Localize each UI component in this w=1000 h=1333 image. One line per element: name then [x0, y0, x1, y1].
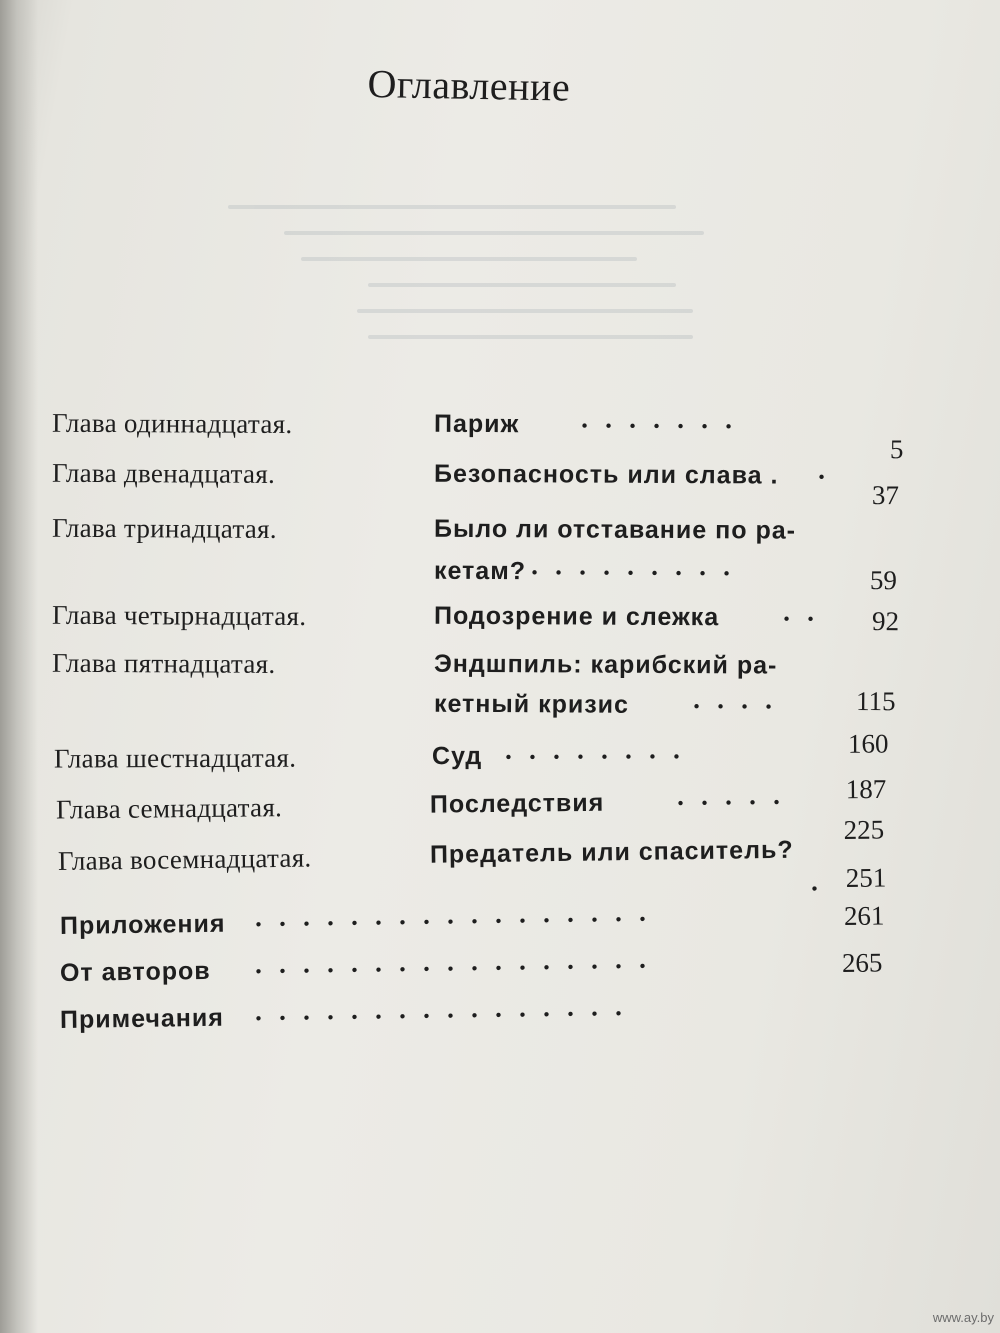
chapter-name: Париж: [433, 409, 520, 439]
toc-entry: [52, 513, 912, 552]
chapter-label: Глава пятнадцатая.: [51, 647, 276, 679]
dot-leader: ·················: [253, 903, 663, 940]
chapter-label: Глава четырнадцатая.: [51, 599, 307, 632]
page-number: 5: [889, 434, 904, 465]
section-name: Примечания: [59, 1003, 225, 1034]
dot-leader: ·: [816, 461, 842, 492]
toc-entry: [58, 947, 918, 993]
dot-leader: ·······: [579, 410, 749, 442]
chapter-label: Глава шестнадцатая.: [53, 742, 297, 774]
chapter-name: Последствия: [429, 788, 605, 819]
chapter-name: Предатель или спаситель?: [429, 835, 794, 869]
toc-entry-continuation: [52, 555, 912, 594]
section-name: От авторов: [59, 956, 211, 987]
chapter-label: Глава двенадцатая.: [51, 457, 276, 489]
dot-leader: ················: [253, 997, 639, 1034]
toc-entry: [52, 600, 912, 639]
toc-entry-continuation: [52, 685, 912, 727]
dot-leader: ·········: [529, 557, 747, 589]
toc-entry: [51, 407, 912, 465]
dot-leader: ·: [809, 873, 835, 904]
watermark: www.ay.by: [932, 1310, 994, 1325]
page-number: 251: [845, 862, 887, 894]
chapter-label: Глава семнадцатая.: [55, 792, 283, 825]
chapter-label: Глава одиннадцатая.: [51, 407, 293, 440]
chapter-name: Подозрение и слежка: [433, 601, 720, 632]
chapter-name-continuation: кетам?: [433, 556, 527, 586]
page-number: 37: [871, 480, 899, 511]
bleed-through-text: [200, 205, 760, 435]
page-number: 160: [847, 728, 889, 759]
toc-entry: [58, 994, 918, 1040]
toc-entry: [55, 773, 916, 828]
page-number: 187: [845, 773, 887, 805]
chapter-label: Глава тринадцатая.: [51, 512, 277, 544]
chapter-name: Было ли отставание по ра-: [433, 514, 797, 545]
page-number: 265: [841, 947, 883, 979]
toc-entry: [51, 457, 912, 511]
chapter-name: Эндшпиль: карибский ра-: [433, 649, 778, 680]
chapter-name: Суд: [431, 742, 483, 771]
dot-leader: ··: [781, 603, 831, 634]
page-number: 92: [871, 606, 900, 637]
dot-leader: ········: [503, 741, 697, 772]
page-title: Оглавление: [367, 60, 571, 110]
chapter-name-continuation: кетный кризис: [433, 689, 630, 719]
dot-leader: ····: [691, 691, 789, 722]
page-number: 115: [855, 685, 896, 717]
chapter-name: Безопасность или слава .: [433, 459, 779, 490]
toc-entry: [52, 648, 912, 687]
section-name: Приложения: [59, 909, 226, 940]
page-number: 225: [843, 814, 885, 846]
dot-leader: ·····: [675, 786, 797, 819]
book-spine-shadow: [0, 0, 38, 1333]
dot-leader: ·················: [253, 950, 663, 987]
toc-entry: [53, 728, 914, 777]
page-number: 59: [869, 565, 898, 596]
chapter-label: Глава восемнадцатая.: [57, 842, 312, 877]
page-number: 261: [843, 900, 885, 932]
